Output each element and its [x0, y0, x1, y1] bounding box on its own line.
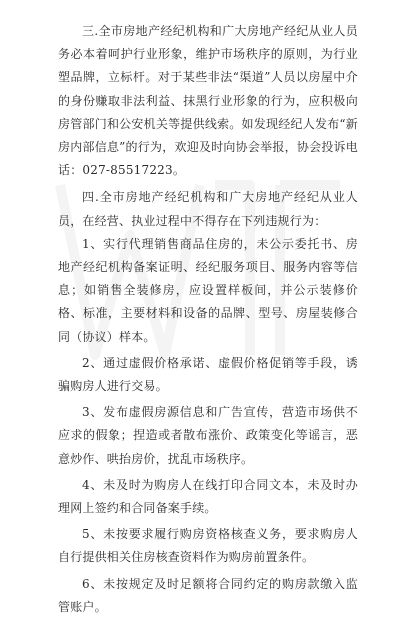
- document-body: [58, 20, 358, 622]
- list-item-2: 2、通过虚假价格承诺、虚假价格促销等手段，诱骗购房人进行交易。: [58, 355, 358, 394]
- list-item-1: 1、实行代理销售商品住房的，未公示委托书、房地产经纪机构备案证明、经纪服务项目、服务内容等信息；如销售全装修房，应设置样板间，并公示装修价格、标准，主要材料和设备的品牌、型号、房屋装修合同（协议）样本。: [58, 236, 358, 344]
- list-item-4: 4、未及时为购房人在线打印合同文本，未及时办理网上签约和合同备案手续。: [58, 477, 358, 516]
- paragraph-section-4-heading: 四.全市房地产经纪机构和广大房地产经纪从业人员，在经营、执业过程中不得存在下列违规行为：: [58, 190, 358, 228]
- list-item-3: 3、发布虚假房源信息和广告宣传，营造市场供不应求的假象；捏造或者散布涨价、政策变化等谣言，恶意炒作、哄抬房价，扰乱市场秩序。: [58, 405, 358, 466]
- list-item-6: 6、未按规定及时足额将合同约定的购房款缴入监管账户。: [58, 576, 358, 614]
- paragraph-section-3: 三.全市房地产经纪机构和广大房地产经纪从业人员务必本着呵护行业形象，维护市场秩序的原则，为行业塑品牌，立标杆。对于某些非法“渠道”人员以房屋中介的身份赚取非法利益、抹黑行业形象的行为，应积极向房管部门和公安机关等提供线索。如发现经纪人发布“新房内部信息”的行为，欢迎及时向协会举报，协会投诉电话：027-85517223。: [58, 24, 358, 178]
- list-item-5: 5、未按要求履行购房资格核查义务，要求购房人自行提供相关住房核查资料作为购房前置条件。: [58, 527, 358, 565]
